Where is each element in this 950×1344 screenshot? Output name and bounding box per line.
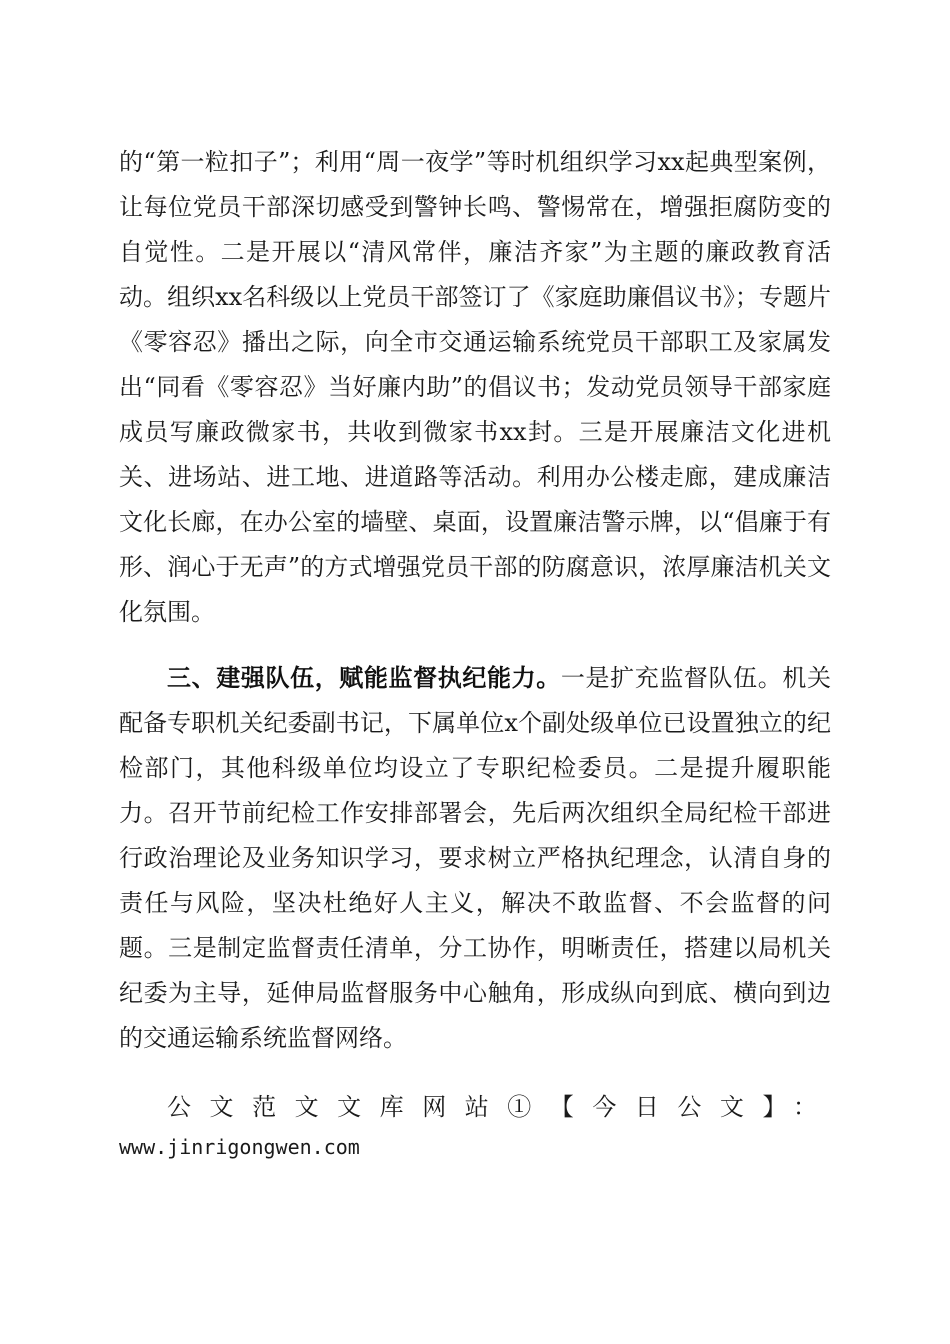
body-paragraph: 的“第一粒扣子”；利用“周一夜学”等时机组织学习xx起典型案例，让每位党员干部深切感受到警钟长鸣、警惕常在，增强拒腐防变的自觉性。二是开展以“清风常伴，廉洁齐家”为主题的廉政教育活动。组织xx名科级以上党员干部签订了《家庭助廉倡议书》；专题片《零容忍》播出之际，向全市交通运输系统党员干部职工及家属发出“同看《零容忍》当好廉内助”的倡议书；发动党员领导干部家庭成员写廉政微家书，共收到微家书xx封。三是开展廉洁文化进机关、进场站、进工地、进道路等活动。利用办公楼走廊，建成廉洁文化长廊，在办公室的墙壁、桌面，设置廉洁警示牌，以“倡廉于有形、润心于无声”的方式增强党员干部的防腐意识，浓厚廉洁机关文化氛围。 [119,148,831,626]
footer-source-line: 公文范文文库网站①【今日公文】： [167,1093,831,1121]
section-paragraph [119,656,831,1061]
section-heading: 三、建强队伍，赋能监督执纪能力。 [167,664,561,692]
section-body-text: 一是扩充监督队伍。机关配备专职机关纪委副书记，下属单位x个副处级单位已设置独立的纪检部门，其他科级单位均设立了专职纪检委员。二是提升履职能力。召开节前纪检工作安排部署会，先后两次组织全局纪检干部进行政治理论及业务知识学习，要求树立严格执纪理念，认清自身的责任与风险，坚决杜绝好人主义，解决不敢监督、不会监督的问题。三是制定监督责任清单，分工协作，明晰责任，搭建以局机关纪委为主导，延伸局监督服务中心触角，形成纵向到底、横向到边的交通运输系统监督网络。 [119,664,832,1052]
footer-url: www.jinrigongwen.com [119,1135,360,1159]
